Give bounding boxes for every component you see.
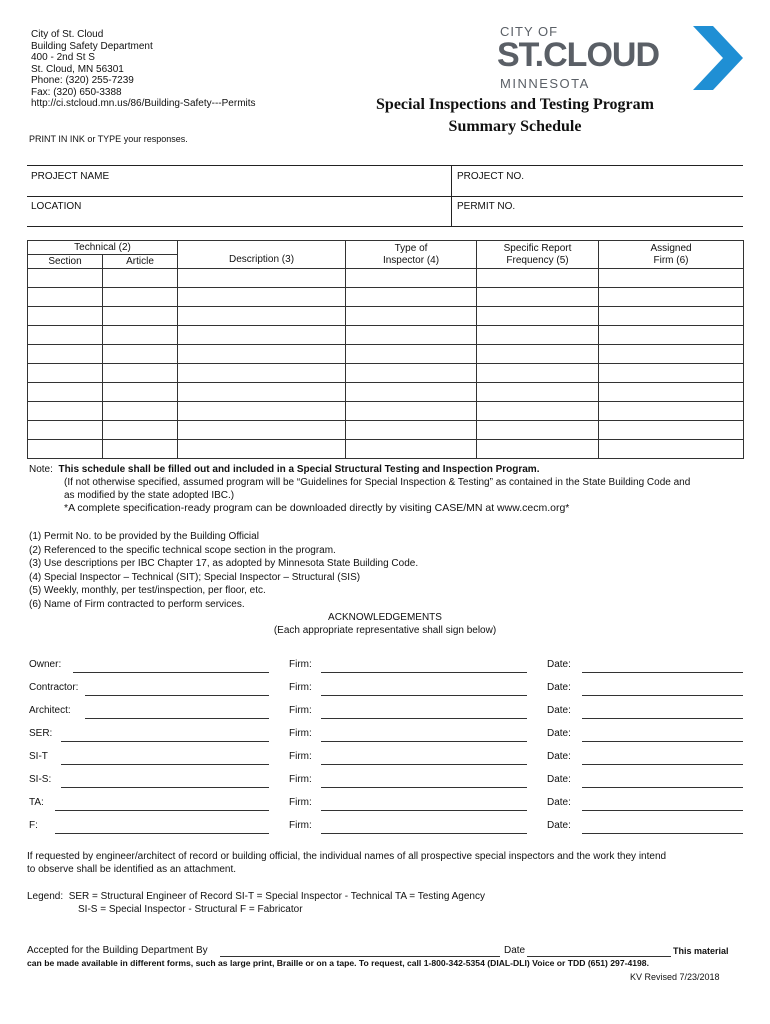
date-line[interactable] xyxy=(582,810,743,811)
note-line: as modified by the state adopted IBC.) xyxy=(64,490,235,501)
date-line[interactable] xyxy=(582,764,743,765)
chevron-logo-icon xyxy=(693,26,743,90)
ack-heading xyxy=(235,611,535,637)
address-line: St. Cloud, MN 56301 xyxy=(31,63,124,75)
signature-row-sit: SI-T Firm: Date: xyxy=(29,749,743,769)
address-block xyxy=(31,29,256,110)
instructions: PRINT IN INK or TYPE your responses. xyxy=(29,134,188,144)
table-row[interactable] xyxy=(28,269,744,288)
footnote: (2) Referenced to the specific technical scope section in the program. xyxy=(29,544,336,556)
firm-line[interactable] xyxy=(321,695,527,696)
signature-line[interactable] xyxy=(85,695,269,696)
description-header: Description (3) xyxy=(178,241,346,269)
address-line: 400 - 2nd St S xyxy=(31,52,95,63)
firm-line[interactable] xyxy=(321,833,527,834)
signature-row-contractor: Contractor: Firm: Date: xyxy=(29,680,743,700)
technical-header: Technical (2) xyxy=(28,241,178,255)
ack-title: ACKNOWLEDGEMENTS xyxy=(328,612,442,623)
logo-bottom-text: MINNESOTA xyxy=(500,76,590,91)
legend-label: Legend: xyxy=(27,891,64,902)
table-row[interactable] xyxy=(28,345,744,364)
table-row[interactable] xyxy=(28,421,744,440)
signature-line[interactable] xyxy=(61,764,269,765)
signature-row-architect: Architect: Firm: Date: xyxy=(29,703,743,723)
signature-line[interactable] xyxy=(85,718,269,719)
revision-note: KV Revised 7/23/2018 xyxy=(630,972,720,982)
footnote: (5) Weekly, monthly, per test/inspection, per floor, etc. xyxy=(29,585,266,596)
type-inspector-header: Type of Inspector (4) xyxy=(346,241,477,269)
section-header: Section xyxy=(28,255,103,269)
accepted-row: Accepted for the Building Department By Date This material xyxy=(27,945,729,956)
logo-main-text: ST.CLOUD xyxy=(497,36,659,74)
firm-line[interactable] xyxy=(321,787,527,788)
frequency-header: Specific Report Frequency (5) xyxy=(477,241,599,269)
closing-paragraph: If requested by engineer/architect of record or building official, the individual names of all prospective special inspectors and the work they intend to observe shall be identified as an attachment. xyxy=(27,851,667,875)
date-line[interactable] xyxy=(582,787,743,788)
firm-line[interactable] xyxy=(321,810,527,811)
date-line[interactable] xyxy=(582,833,743,834)
ack-subtitle: (Each appropriate representative shall sign below) xyxy=(273,625,497,636)
project-name-field[interactable]: PROJECT NAME xyxy=(31,171,110,182)
signature-line[interactable] xyxy=(61,741,269,742)
schedule-table xyxy=(27,240,744,459)
date-line[interactable] xyxy=(582,718,743,719)
signature-line[interactable] xyxy=(61,787,269,788)
note-label: Note: xyxy=(29,464,53,475)
official-date-line[interactable] xyxy=(527,956,671,957)
location-field[interactable]: LOCATION xyxy=(31,201,82,212)
note-bold: This schedule shall be filled out and included in a Special Structural Testing and Inspection Program. xyxy=(58,464,540,475)
table-row[interactable] xyxy=(28,364,744,383)
footnotes xyxy=(29,530,729,611)
date-line[interactable] xyxy=(582,672,743,673)
article-header: Article xyxy=(103,255,178,269)
signature-row-owner: Owner: Firm: Date: xyxy=(29,657,743,677)
signature-row-ta: TA: Firm: Date: xyxy=(29,795,743,815)
date-line[interactable] xyxy=(582,695,743,696)
firm-line[interactable] xyxy=(321,741,527,742)
signature-row-sis: SI-S: Firm: Date: xyxy=(29,772,743,792)
assigned-firm-header: Assigned Firm (6) xyxy=(599,241,744,269)
address-line: Building Safety Department xyxy=(31,40,153,52)
address-url[interactable]: http://ci.stcloud.mn.us/86/Building-Safety---Permits xyxy=(31,98,256,109)
footnote: (6) Name of Firm contracted to perform services. xyxy=(29,598,245,610)
note-line: *A complete specification-ready program can be downloaded directly by visiting CASE/MN at www.cecm.org* xyxy=(64,502,570,514)
logo-top-text: CITY OF xyxy=(500,24,559,39)
legend: Legend: SER = Structural Engineer of Record SI-T = Special Inspector - Technical TA = Testing Agency SI-S = Special Inspector - Structural F = Fabricator xyxy=(27,891,485,915)
official-signature-line[interactable] xyxy=(220,956,500,957)
title-line-2: Summary Schedule xyxy=(448,118,582,135)
footnote: (4) Special Inspector – Technical (SIT); Special Inspector – Structural (SIS) xyxy=(29,571,361,583)
form-title xyxy=(340,94,690,138)
table-row[interactable] xyxy=(28,383,744,402)
firm-line[interactable] xyxy=(321,672,527,673)
table-row[interactable] xyxy=(28,326,744,345)
address-line: City of St. Cloud xyxy=(31,29,104,40)
signature-line[interactable] xyxy=(55,810,269,811)
address-line: Phone: (320) 255-7239 xyxy=(31,75,134,86)
address-line: Fax: (320) 650-3388 xyxy=(31,86,122,98)
table-row[interactable] xyxy=(28,440,744,459)
note-line: (If not otherwise specified, assumed program will be “Guidelines for Special Inspection & Testing” as contained in the State Building Code and xyxy=(64,477,691,488)
date-line[interactable] xyxy=(582,741,743,742)
firm-line[interactable] xyxy=(321,718,527,719)
signature-line[interactable] xyxy=(73,672,269,673)
permit-no-field[interactable]: PERMIT NO. xyxy=(457,201,516,212)
note-block xyxy=(29,463,749,515)
signature-row-f: F: Firm: Date: xyxy=(29,818,743,838)
project-no-field[interactable]: PROJECT NO. xyxy=(457,171,525,182)
footnote: (3) Use descriptions per IBC Chapter 17, as adopted by Minnesota State Building Code. xyxy=(29,558,419,569)
title-line-1: Special Inspections and Testing Program xyxy=(376,96,654,113)
signature-row-ser: SER: Firm: Date: xyxy=(29,726,743,746)
table-row[interactable] xyxy=(28,288,744,307)
table-row[interactable] xyxy=(28,402,744,421)
footnote: (1) Permit No. to be provided by the Building Official xyxy=(29,531,259,542)
signature-line[interactable] xyxy=(55,833,269,834)
table-row[interactable] xyxy=(28,307,744,326)
accessibility-note: can be made available in different forms, such as large print, Braille or on a tape. To request, call 1-800-342-5354 (DIAL-DLI) Voice or TDD (651) 297-4198. xyxy=(27,958,649,968)
city-logo xyxy=(497,24,747,94)
firm-line[interactable] xyxy=(321,764,527,765)
